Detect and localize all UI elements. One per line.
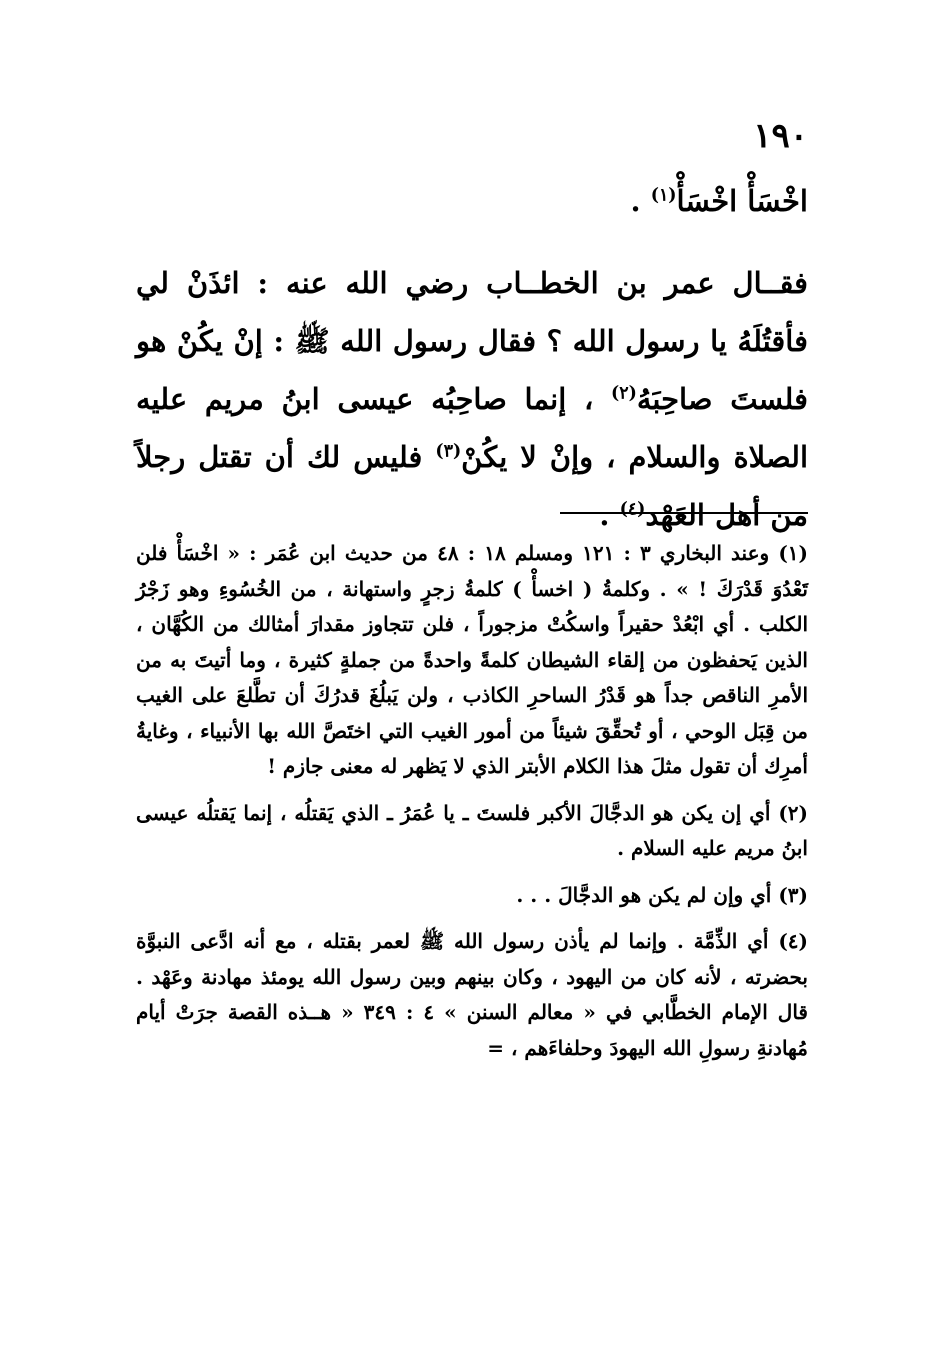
- footnotes: [136, 536, 808, 1077]
- footnote-separator: [560, 512, 808, 514]
- footnote-text: وعند البخاري ٣ : ١٢١ ومسلم ١٨ : ٤٨ من حديث ابن عُمَر : « اخْسَأْ فلن تَعْدُوَ قَدْرَكَ ! » . وكلمةُ ( اخسأْ ) كلمةُ زجرٍ واستهانة ، من الخُسُوءِ وهو زَجْرُ الكلب . أي ابْعُدْ حقيراً واسكُتْ مزجوراً ، فلن تتجاوز مقدارَ أمثالك من الكُهَّان ، الذين يَحفظون من إلقاء الشيطان كلمةً واحدةً من جملةٍ كثيرة ، وما أتيتَ به من الأمرِ الناقص جداً هو قَدْرُ الساحرِ الكاذب ، ولن يَبلُغَ قدرُكَ أن تطَّلعَ على الغيب من قِبَل الوحي ، أو تُحقِّقَ شيئاً من أمور الغيب التي اختَصَّ الله بها الأنبياء ، وغايةُ أمرِك أن تقول مثلَ هذا الكلام الأبتر الذي لا يَظهر له معنى جازم !: [136, 541, 809, 778]
- footnote-1: [136, 536, 808, 785]
- footnote-text: أي الذِّمَّة . وإنما لم يأذن رسول الله ﷺ لعمر بقتله ، مع أنه ادَّعى النبوَّة بحضرته ، لأنه كان من اليهود ، وكان بينهم وبين رسول الله يومئذ مهادنة وعَهْد . قال الإمام الخطَّابي في « معالم السنن » ٤ : ٣٤٩ « هــذه القصة جرَتْ أيام مُهادنةِ رسولِ الله اليهودَ وحلفاءَهم ، =: [136, 929, 808, 1060]
- main-paragraph-2-tail: ، إنما صاحِبُه عيسى ابنُ مريم عليه الصلاة والسلام ، وإنْ لا يكُنْ: [136, 382, 808, 474]
- footnote-2: [136, 796, 808, 867]
- footnote-ref-4: (٤): [619, 499, 646, 520]
- main-paragraph-1-tail: .: [630, 184, 651, 218]
- footnote-text: أي إن يكن هو الدجَّالَ الأكبر فلستَ ـ يا عُمَرُ ـ الذي يَقتلُه ، إنما يَقتلُه عيسى ابنُ مريم عليه السلام .: [136, 800, 808, 860]
- main-paragraph-1-text: اخْسَأْ اخْسَأْ: [676, 184, 808, 218]
- main-text: [136, 172, 808, 544]
- footnote-ref-3: (٣): [435, 441, 462, 462]
- main-paragraph-3-tail: .: [599, 498, 620, 532]
- main-paragraph-3-text: فليس لك أن تقتل رجلاً من أهل العَهْد: [136, 440, 808, 532]
- page-number: ١٩٠: [753, 116, 808, 156]
- footnote-marker: (١): [778, 541, 809, 565]
- footnote-marker: (٤): [778, 929, 809, 953]
- main-paragraph-2: [136, 254, 808, 544]
- footnote-marker: (٣): [778, 882, 808, 907]
- main-paragraph-1: [136, 172, 808, 230]
- footnote-ref-1: (١): [650, 185, 677, 206]
- footnote-3: [136, 878, 808, 914]
- main-paragraph-2-text: فقــال عمر بن الخطــاب رضي الله عنه : ائذَنْ لي فأقتُلَهُ يا رسول الله ؟ فقال رسول الله ﷺ : إنْ يكُنْ هو فلستَ صاحِبَهُ: [136, 266, 809, 416]
- footnote-text: أي وإن لم يكن هو الدجَّالَ . . .: [516, 882, 772, 907]
- footnote-marker: (٢): [778, 800, 809, 825]
- footnote-4: [136, 924, 808, 1066]
- footnote-ref-2: (٢): [611, 383, 637, 404]
